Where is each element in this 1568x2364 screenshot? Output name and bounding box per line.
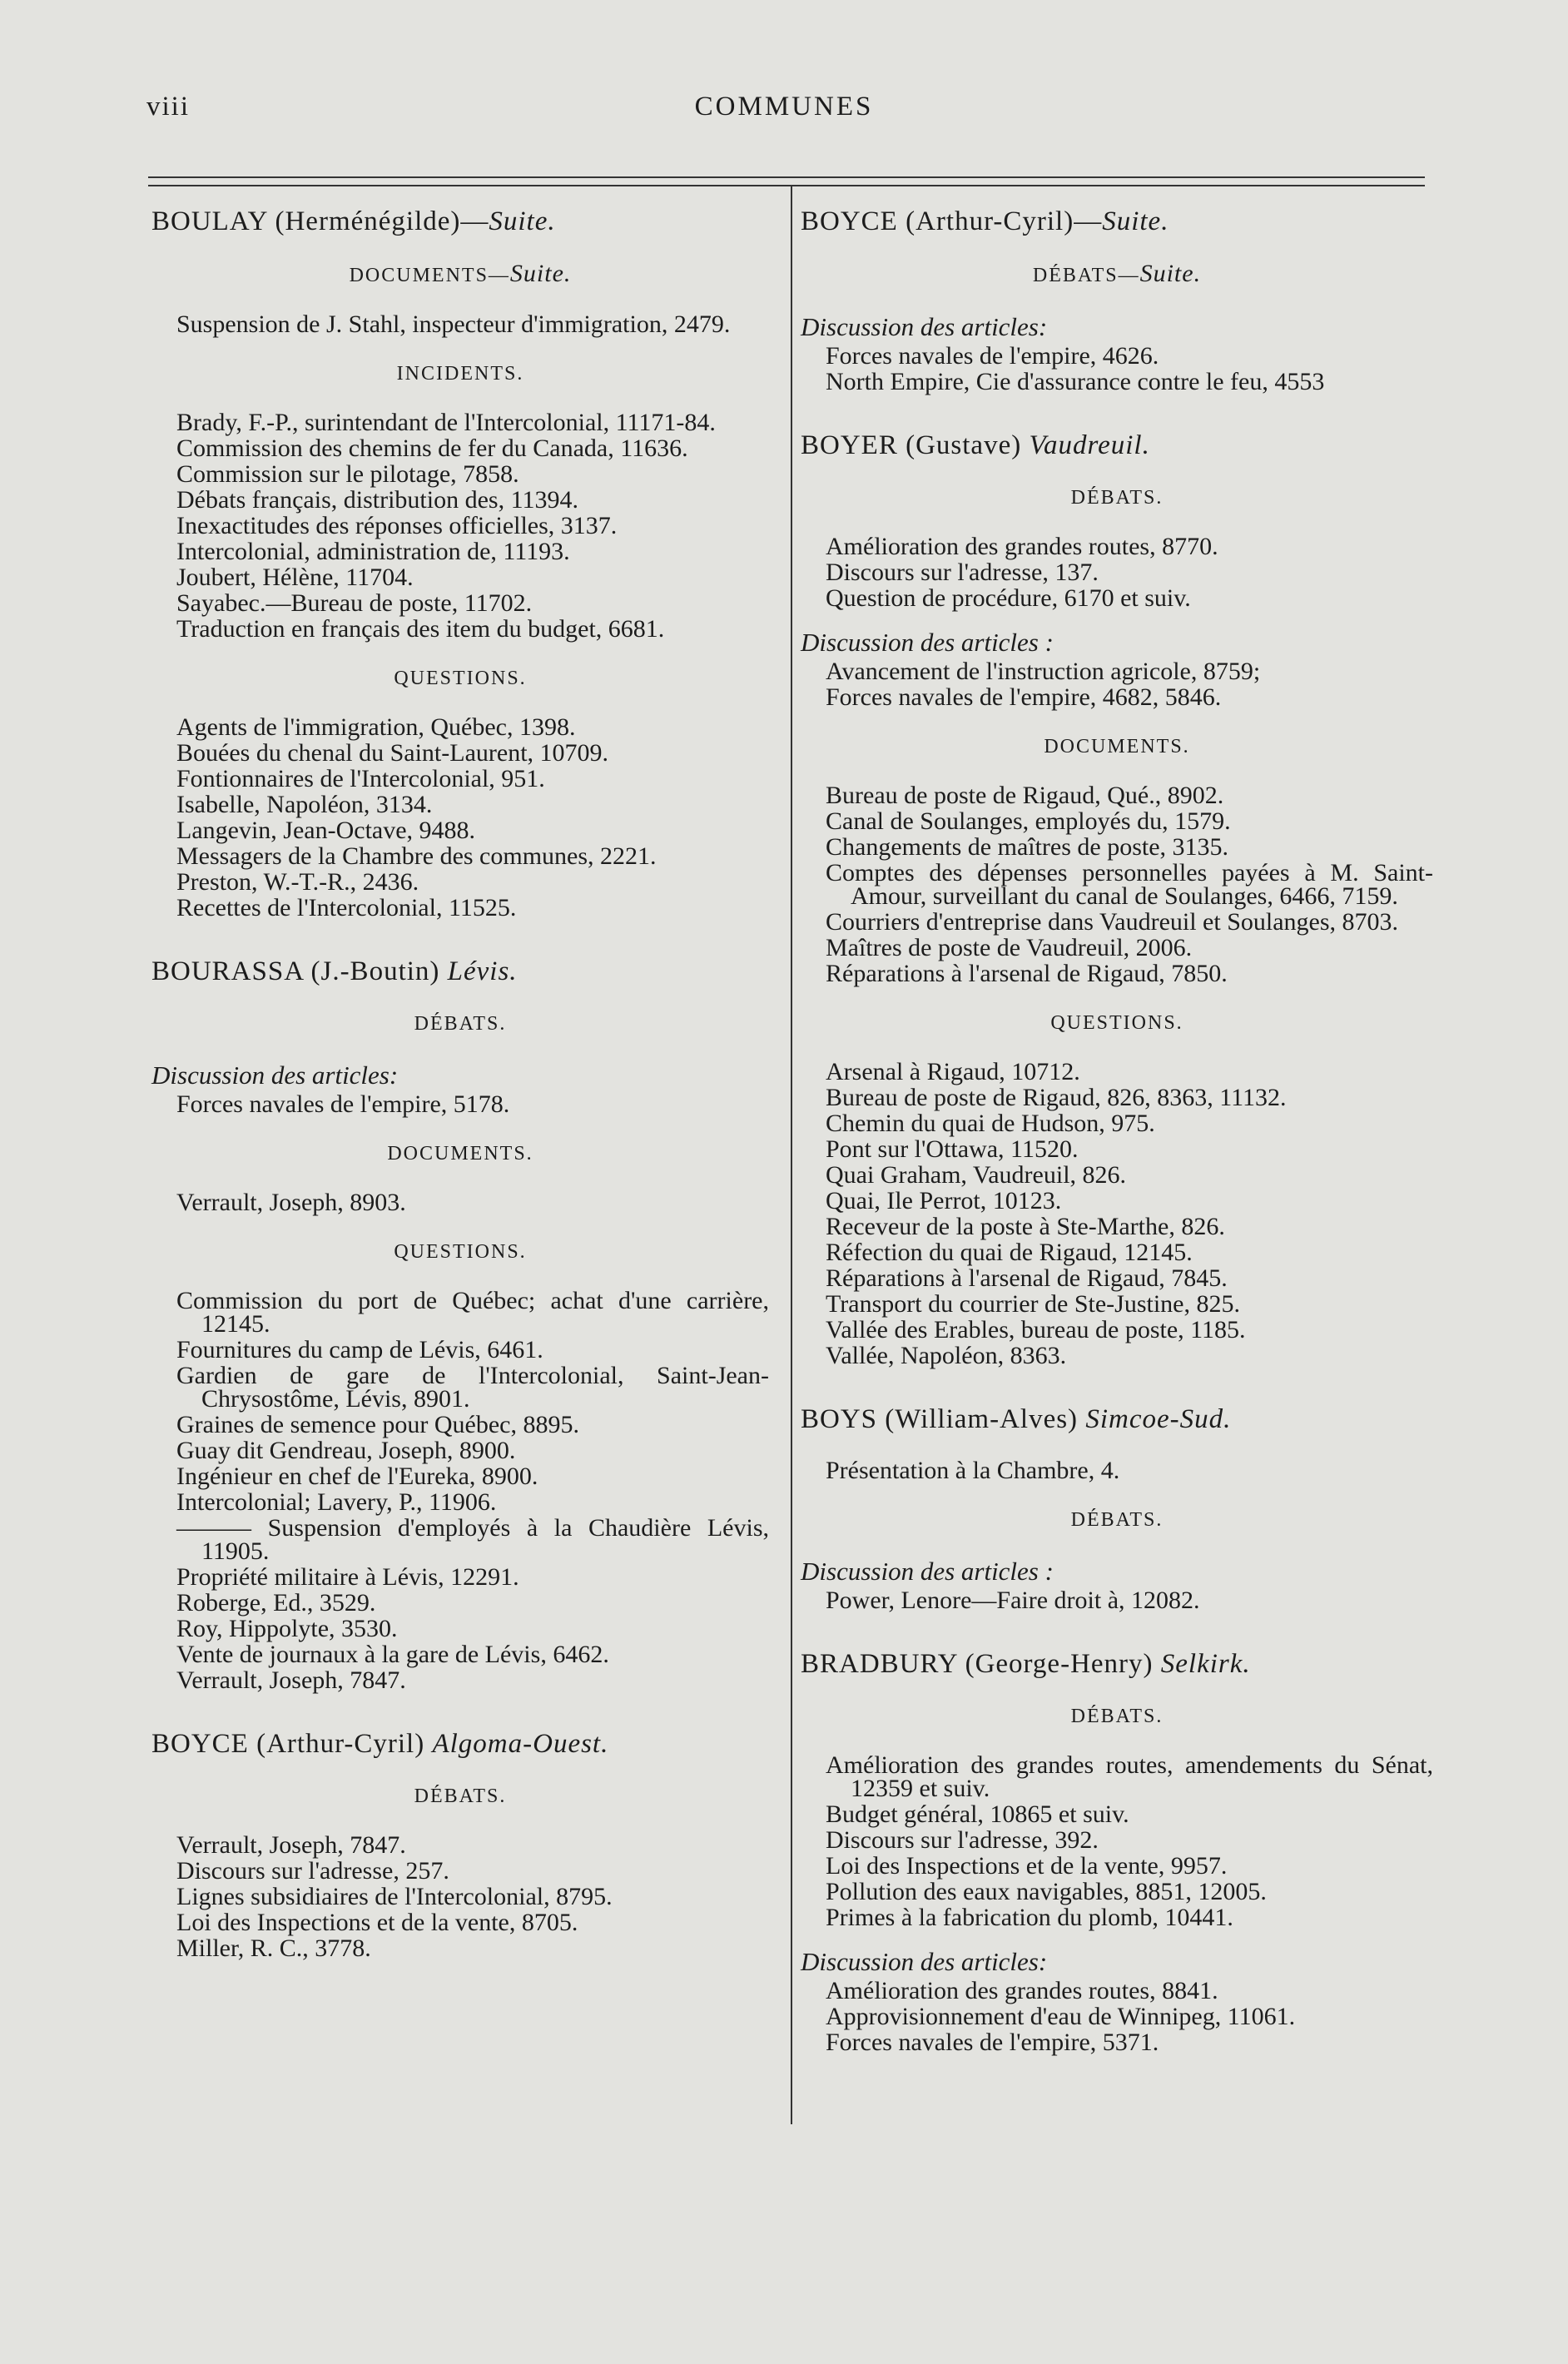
- list-item: Propriété militaire à Lévis, 12291.: [176, 1563, 519, 1591]
- list-item: Ingénieur en chef de l'Eureka, 8900.: [176, 1463, 538, 1490]
- list-item: Courriers d'entreprise dans Vaudreuil et Soulanges, 8703.: [826, 908, 1399, 936]
- list-item: Intercolonial, administration de, 11193.: [176, 538, 570, 565]
- list-item: Discours sur l'adresse, 137.: [826, 559, 1099, 586]
- list-item: Commission des chemins de fer du Canada, 11636.: [176, 435, 688, 462]
- list-item: Commission sur le pilotage, 7858.: [176, 460, 519, 488]
- entry-heading: [151, 206, 769, 236]
- list-item: Guay dit Gendreau, Joseph, 8900.: [176, 1437, 516, 1464]
- entry-list: [801, 535, 1433, 610]
- section-title-text: DÉBATS.: [414, 1785, 507, 1807]
- list-item: Comptes des dépenses personnelles payées à M. Saint-Amour, surveillant du canal de Soulanges, 6466, 7159.: [826, 859, 1433, 910]
- section-title: [801, 1011, 1433, 1035]
- entry-list: [801, 342, 1433, 395]
- section-title-text: DÉBATS.: [414, 1013, 507, 1035]
- list-item: Bouées du chenal du Saint-Laurent, 10709.: [176, 739, 609, 767]
- list-item: North Empire, Cie d'assurance contre le feu, 4553: [826, 368, 1325, 395]
- list-item: Verrault, Joseph, 7847.: [176, 1831, 406, 1859]
- section-title: [151, 666, 769, 691]
- column-divider: [791, 185, 792, 2124]
- list-item: Vallée des Erables, bureau de poste, 1185.: [826, 1316, 1246, 1343]
- section-title: [151, 1239, 769, 1264]
- entry-name: BOYCE (Arthur-Cyril)—: [801, 206, 1103, 236]
- section-title-text: DÉBATS.: [1070, 1706, 1164, 1727]
- list-item: Fontionnaires de l'Intercolonial, 951.: [176, 765, 545, 792]
- list-item: Changements de maîtres de poste, 3135.: [826, 833, 1229, 861]
- entry-list: [801, 1060, 1433, 1368]
- list-item: Isabelle, Napoléon, 3134.: [176, 791, 433, 818]
- entry-list: [801, 784, 1433, 986]
- list-item: Fournitures du camp de Lévis, 6461.: [176, 1336, 543, 1363]
- list-item: Pont sur l'Ottawa, 11520.: [826, 1135, 1079, 1163]
- entry-name: BOYS (William-Alves): [801, 1404, 1086, 1434]
- entry-list: [151, 411, 769, 641]
- entry-section: [151, 1239, 769, 1692]
- list-item: Verrault, Joseph, 7847.: [176, 1666, 406, 1694]
- index-entry: [801, 430, 1433, 1368]
- entry-list: [151, 1831, 769, 1962]
- section-title-text: DOCUMENTS—: [349, 265, 510, 286]
- list-item: Vente de journaux à la gare de Lévis, 6462.: [176, 1641, 609, 1668]
- list-item: Avancement de l'instruction agricole, 8759;: [826, 658, 1261, 685]
- list-item: Langevin, Jean-Octave, 9488.: [176, 817, 476, 844]
- section-title-text: QUESTIONS.: [394, 668, 527, 689]
- running-title: COMMUNES: [694, 92, 874, 122]
- list-item: Forces navales de l'empire, 4626.: [826, 342, 1159, 370]
- list-item: Loi des Inspections et de la vente, 9957.: [826, 1852, 1228, 1880]
- entry-list: [801, 1459, 1433, 1482]
- entry-list: [151, 1090, 769, 1118]
- list-item: Graines de semence pour Québec, 8895.: [176, 1411, 579, 1438]
- list-item: Maîtres de poste de Vaudreuil, 2006.: [826, 934, 1193, 961]
- list-item: Budget général, 10865 et suiv.: [826, 1800, 1129, 1828]
- index-entry: [151, 956, 769, 1692]
- list-item: Amélioration des grandes routes, amendements du Sénat, 12359 et suiv.: [826, 1751, 1433, 1802]
- discussion-heading: Discussion des articles :: [801, 628, 1054, 657]
- entry-list: [151, 1191, 769, 1214]
- list-item: ——— Suspension d'employés à la Chaudière Lévis, 11905.: [176, 1514, 769, 1565]
- section-title: [801, 1704, 1433, 1729]
- list-item: Présentation à la Chambre, 4.: [826, 1457, 1120, 1484]
- section-title: [801, 261, 1433, 288]
- list-item: Bureau de poste de Rigaud, Qué., 8902.: [826, 782, 1224, 809]
- discussion-heading: Discussion des articles:: [151, 1060, 399, 1090]
- entry-section: [151, 1011, 769, 1116]
- index-entry: [151, 206, 769, 920]
- list-item: Quai, Ile Perrot, 10123.: [826, 1187, 1062, 1214]
- list-item: Receveur de la poste à Ste-Marthe, 826.: [826, 1213, 1225, 1240]
- entry-section: [801, 1704, 1433, 2054]
- right-column: [801, 206, 1433, 2057]
- discussion-heading: Discussion des articles :: [801, 1557, 1054, 1586]
- list-item: Bureau de poste de Rigaud, 826, 8363, 11132.: [826, 1084, 1287, 1111]
- list-item: Recettes de l'Intercolonial, 11525.: [176, 894, 517, 921]
- list-item: Arsenal à Rigaud, 10712.: [826, 1058, 1080, 1085]
- list-item: Primes à la fabrication du plomb, 10441.: [826, 1904, 1233, 1931]
- list-item: Transport du courrier de Ste-Justine, 825.: [826, 1290, 1240, 1318]
- entry-heading: [801, 430, 1433, 460]
- section-title: [801, 1507, 1433, 1532]
- list-item: Suspension de J. Stahl, inspecteur d'immigration, 2479.: [176, 310, 731, 338]
- left-column: [151, 206, 769, 1963]
- entry-riding: Suite.: [489, 206, 556, 236]
- entry-section: [151, 1784, 769, 1960]
- header-rule-double: [148, 185, 1425, 186]
- list-item: Intercolonial; Lavery, P., 11906.: [176, 1488, 497, 1516]
- index-entry: [801, 206, 1433, 394]
- entry-section: [801, 261, 1433, 394]
- section-title-text: DÉBATS.: [1070, 1509, 1164, 1531]
- header-rule: [148, 176, 1425, 178]
- entry-heading: [151, 1729, 769, 1759]
- entry-section: [151, 666, 769, 920]
- entry-section: [151, 361, 769, 641]
- entry-riding: Suite.: [1102, 206, 1169, 236]
- list-item: Roberge, Ed., 3529.: [176, 1589, 376, 1617]
- entry-list: [801, 1589, 1433, 1612]
- section-title-text: INCIDENTS.: [396, 363, 524, 385]
- list-item: Lignes subsidiaires de l'Intercolonial, 8795.: [176, 1883, 613, 1910]
- list-item: Approvisionnement d'eau de Winnipeg, 11061.: [826, 2003, 1296, 2030]
- section-title: [151, 361, 769, 386]
- list-item: Agents de l'immigration, Québec, 1398.: [176, 713, 576, 741]
- list-item: Roy, Hippolyte, 3530.: [176, 1615, 398, 1642]
- section-title-suffix: Suite.: [509, 260, 572, 287]
- list-item: Amélioration des grandes routes, 8770.: [826, 533, 1218, 560]
- entry-section: [801, 1011, 1433, 1368]
- entry-riding: Vaudreuil.: [1029, 430, 1150, 460]
- list-item: Commission du port de Québec; achat d'une carrière, 12145.: [176, 1287, 769, 1338]
- entry-section: [801, 1459, 1433, 1482]
- section-title: [151, 1011, 769, 1036]
- entry-section: [801, 485, 1433, 709]
- entry-list: [801, 1751, 1433, 1931]
- section-title-text: DOCUMENTS.: [387, 1143, 533, 1165]
- list-item: Brady, F.-P., surintendant de l'Intercolonial, 11171-84.: [176, 409, 716, 436]
- list-item: Canal de Soulanges, employés du, 1579.: [826, 807, 1231, 835]
- entry-riding: Lévis.: [447, 956, 518, 986]
- section-title-text: DOCUMENTS.: [1044, 736, 1190, 757]
- entry-section: [151, 1141, 769, 1214]
- list-item: Discours sur l'adresse, 392.: [826, 1826, 1099, 1854]
- discussion-heading: Discussion des articles:: [801, 1947, 1048, 1976]
- list-item: Verrault, Joseph, 8903.: [176, 1189, 406, 1216]
- list-item: Pollution des eaux navigables, 8851, 12005.: [826, 1878, 1267, 1905]
- list-item: Réfection du quai de Rigaud, 12145.: [826, 1239, 1193, 1266]
- list-item: Débats français, distribution des, 11394.: [176, 486, 578, 514]
- entry-name: BOURASSA (J.-Boutin): [151, 956, 448, 986]
- list-item: Traduction en français des item du budget, 6681.: [176, 615, 665, 643]
- list-item: Sayabec.—Bureau de poste, 11702.: [176, 589, 533, 617]
- list-item: Power, Lenore—Faire droit à, 12082.: [826, 1587, 1200, 1614]
- index-entry: [801, 1649, 1433, 2054]
- list-item: Loi des Inspections et de la vente, 8705.: [176, 1909, 578, 1936]
- page-number: viii: [146, 92, 191, 122]
- section-title: [801, 734, 1433, 759]
- entry-heading: [801, 1649, 1433, 1679]
- index-entry: [151, 1729, 769, 1960]
- entry-list: [801, 1979, 1433, 2054]
- list-item: Preston, W.-T.-R., 2436.: [176, 868, 419, 896]
- entry-list: [151, 713, 769, 921]
- list-item: Miller, R. C., 3778.: [176, 1934, 371, 1962]
- list-item: Messagers de la Chambre des communes, 2221.: [176, 842, 657, 870]
- list-item: Forces navales de l'empire, 5371.: [826, 2029, 1159, 2056]
- entry-list: [151, 310, 769, 338]
- entry-section: [151, 261, 769, 336]
- section-title-suffix: Suite.: [1139, 260, 1202, 287]
- entry-name: BRADBURY (George-Henry): [801, 1649, 1161, 1679]
- entry-section: [801, 734, 1433, 986]
- list-item: Forces navales de l'empire, 5178.: [176, 1090, 510, 1118]
- list-item: Quai Graham, Vaudreuil, 826.: [826, 1161, 1127, 1189]
- entry-name: BOYER (Gustave): [801, 430, 1030, 460]
- entry-heading: [151, 956, 769, 986]
- entry-riding: Selkirk.: [1160, 1649, 1251, 1679]
- page-header: [0, 92, 1568, 133]
- index-entry: [801, 1404, 1433, 1612]
- list-item: Joubert, Hélène, 11704.: [176, 564, 414, 591]
- list-item: Réparations à l'arsenal de Rigaud, 7845.: [826, 1264, 1228, 1292]
- list-item: Discours sur l'adresse, 257.: [176, 1857, 449, 1885]
- entry-list: [151, 1289, 769, 1692]
- list-item: Gardien de gare de l'Intercolonial, Saint-Jean-Chrysostôme, Lévis, 8901.: [176, 1362, 769, 1413]
- section-title-text: QUESTIONS.: [1050, 1012, 1183, 1034]
- section-title-text: DÉBATS—: [1032, 265, 1140, 286]
- list-item: Inexactitudes des réponses officielles, 3137.: [176, 512, 618, 539]
- entry-heading: [801, 206, 1433, 236]
- list-item: Question de procédure, 6170 et suiv.: [826, 584, 1191, 612]
- discussion-heading: Discussion des articles:: [801, 312, 1048, 341]
- entry-name: BOYCE (Arthur-Cyril): [151, 1729, 433, 1759]
- list-item: Réparations à l'arsenal de Rigaud, 7850.: [826, 960, 1228, 987]
- list-item: Vallée, Napoléon, 8363.: [826, 1342, 1067, 1369]
- section-title: [151, 261, 769, 288]
- section-title: [151, 1141, 769, 1166]
- entry-list: [801, 660, 1433, 709]
- entry-name: BOULAY (Herménégilde)—: [151, 206, 489, 236]
- section-title-text: QUESTIONS.: [394, 1241, 527, 1263]
- list-item: Forces navales de l'empire, 4682, 5846.: [826, 683, 1222, 711]
- list-item: Amélioration des grandes routes, 8841.: [826, 1977, 1218, 2004]
- section-title: [801, 485, 1433, 510]
- entry-riding: Algoma-Ouest.: [432, 1729, 609, 1759]
- list-item: Chemin du quai de Hudson, 975.: [826, 1110, 1155, 1137]
- entry-section: [801, 1507, 1433, 1612]
- section-title-text: DÉBATS.: [1070, 487, 1164, 509]
- entry-heading: [801, 1404, 1433, 1434]
- section-title: [151, 1784, 769, 1809]
- entry-riding: Simcoe-Sud.: [1085, 1404, 1232, 1434]
